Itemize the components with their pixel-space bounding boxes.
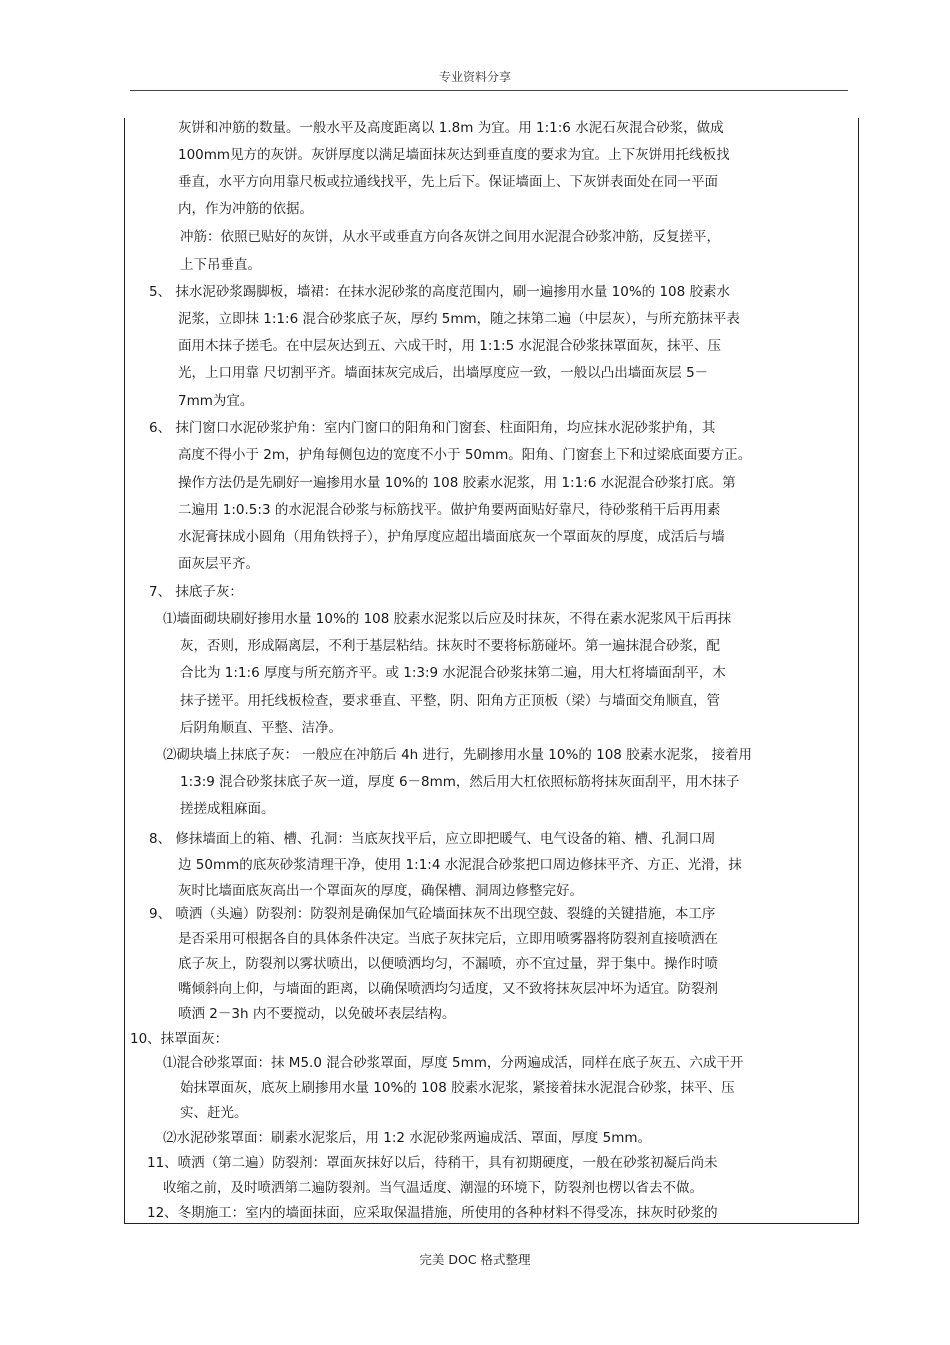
- text-line: 光，上口用靠 尺切割平齐。墙面抹灰完成后，出墙厚度应一致，一般以凸出墙面灰层 5－: [178, 365, 709, 381]
- text-line: 面灰层平齐。: [178, 556, 259, 572]
- text-line: 收缩之前，及时喷洒第二遍防裂剂。当气温适度、潮湿的环境下，防裂剂也楞以省去不做。: [163, 1180, 703, 1196]
- list-item-7: 7、 抹底子灰：: [149, 584, 243, 600]
- page-footer: 完美 DOC 格式整理: [419, 1252, 531, 1267]
- text-line: 搓搓成粗麻面。: [180, 801, 275, 817]
- list-item-5: 5、 抹水泥砂浆踢脚板，墙裙：在抹水泥砂浆的高度范围内，刷一遍掺用水量 10%的 108 胶素水: [149, 284, 731, 300]
- text-line: 1:3:9 混合砂浆抹底子灰一道，厚度 6－8mm，然后用大杠依照标筋将抹灰面刮平，用木抹子: [180, 774, 740, 790]
- header-divider: [130, 90, 848, 91]
- text-line: 喷洒 2－3h 内不要搅动，以免破坏表层结构。: [178, 1006, 456, 1022]
- text-line: 合比为 1:1:6 厚度与所充筋齐平。或 1:3:9 水泥混合砂浆抹第二遍，用大杠将墙面刮平，木: [180, 665, 726, 681]
- text-line: 灰，否则，形成隔离层，不利于基层粘结。抹灰时不要将标筋碰坏。第一遍抹混合砂浆，配: [180, 638, 720, 654]
- text-line: 灰时比墙面底灰高出一个罩面灰的厚度，确保槽、洞周边修整完好。: [178, 883, 583, 899]
- text-line: 面用木抹子搓毛。在中层灰达到五、六成干时，用 1:1:5 水泥混合砂浆抹罩面灰，抹平、压: [178, 338, 721, 354]
- list-item-9: 9、 喷洒（头遍）防裂剂：防裂剂是确保加气砼墙面抹灰不出现空鼓、裂缝的关键措施，本工序: [149, 906, 716, 922]
- text-line: 抹子搓平。用托线板检查，要求垂直、平整，阴、阳角方正顶板（梁）与墙面交角顺直，管: [180, 693, 720, 709]
- sub-item: ⑵砌块墙上抹底子灰： 一般应在冲筋后 4h 进行，先刷掺用水量 10%的 108 胶素水泥浆， 接着用: [163, 747, 752, 763]
- text-line: 操作方法仍是先刷好一遍掺用水量 10%的 108 胶素水泥浆，用 1:1:6 水泥混合砂浆打底。第: [178, 475, 736, 491]
- page-header: 专业资料分享: [438, 70, 511, 84]
- list-item-10: 10、抹罩面灰：: [130, 1031, 229, 1047]
- text-line: 嘴倾斜向上仰，与墙面的距离，以确保喷洒均匀适度，又不致将抹灰层冲坏为适宜。防裂剂: [178, 981, 718, 997]
- list-item-11: 11、喷洒（第二遍）防裂剂：罩面灰抹好以后，待稍干，具有初期硬度，一般在砂浆初凝后尚未: [147, 1155, 718, 1171]
- text-line: 后阴角顺直、平整、洁净。: [180, 720, 342, 736]
- text-line: 垂直，水平方向用靠尺板或拉通线找平，先上后下。保证墙面上、下灰饼表面处在同一平面: [178, 174, 718, 190]
- sub-item: ⑴墙面砌块刷好掺用水量 10%的 108 胶素水泥浆以后应及时抹灰，不得在素水泥浆风干后再抹: [163, 611, 732, 627]
- sub-item: ⑵水泥砂浆罩面：刷素水泥浆后，用 1:2 水泥砂浆两遍成活、罩面，厚度 5mm。: [163, 1130, 651, 1146]
- text-line: 底子灰上，防裂剂以雾状喷出，以便喷洒均匀，不漏喷，亦不宜过量，羿于集中。操作时喷: [178, 956, 718, 972]
- list-item-6: 6、 抹门窗口水泥砂浆护角：室内门窗口的阳角和门窗套、柱面阳角，均应抹水泥砂浆护角，其: [149, 420, 716, 436]
- text-line: 内，作为冲筋的依据。: [178, 201, 313, 217]
- text-line: 实、赶光。: [180, 1105, 248, 1121]
- text-line: 灰饼和冲筋的数量。一般水平及高度距离以 1.8m 为宜。用 1:1:6 水泥石灰混合砂浆，做成: [178, 120, 724, 136]
- text-line: 100mm见方的灰饼。灰饼厚度以满足墙面抹灰达到垂直度的要求为宜。上下灰饼用托线板找: [178, 147, 730, 163]
- text-line: 是否采用可根据各自的具体条件决定。当底子灰抹完后，立即用喷雾器将防裂剂直接喷洒在: [178, 931, 718, 947]
- text-line: 始抹罩面灰，底灰上刷掺用水量 10%的 108 胶素水泥浆，紧接着抹水泥混合砂浆，抹平、压: [180, 1080, 735, 1096]
- text-line: 水泥膏抹成小圆角（用角铁捋子），护角厚度应超出墙面底灰一个罩面灰的厚度，成活后与墙: [178, 529, 725, 545]
- list-item-8: 8、 修抹墙面上的箱、槽、孔洞：当底灰找平后，应立即把暖气、电气设备的箱、槽、孔洞口周: [149, 831, 716, 847]
- text-line: 边 50mm的底灰砂浆清理干净，使用 1:1:4 水泥混合砂浆把口周边修抹平齐、方正、光滑，抹: [178, 857, 742, 873]
- text-line: 7mm为宜。: [178, 393, 254, 409]
- text-line: 二遍用 1:0.5:3 的水泥混合砂浆与标筋找平。做护角要两面贴好靠尺，待砂浆稍干后再用素: [178, 502, 721, 518]
- text-line: 冲筋：依照已贴好的灰饼，从水平或垂直方向各灰饼之间用水泥混合砂浆冲筋，反复搓平，: [180, 229, 720, 245]
- list-item-12: 12、冬期施工：室内的墙面抹面，应采取保温措施，所使用的各种材料不得受冻，抹灰时砂浆的: [147, 1205, 718, 1221]
- sub-item: ⑴混合砂浆罩面：抹 M5.0 混合砂浆罩面，厚度 5mm，分两遍成活，同样在底子灰五、六成干开: [163, 1055, 744, 1071]
- text-line: 高度不得小于 2m，护角每侧包边的宽度不小于 50mm。阳角、门窗套上下和过梁底面要方正。: [178, 447, 752, 463]
- text-line: 泥浆，立即抹 1:1:6 混合砂浆底子灰，厚约 5mm，随之抹第二遍（中层灰），与所充筋抹平表: [178, 311, 740, 327]
- text-line: 上下吊垂直。: [180, 257, 261, 273]
